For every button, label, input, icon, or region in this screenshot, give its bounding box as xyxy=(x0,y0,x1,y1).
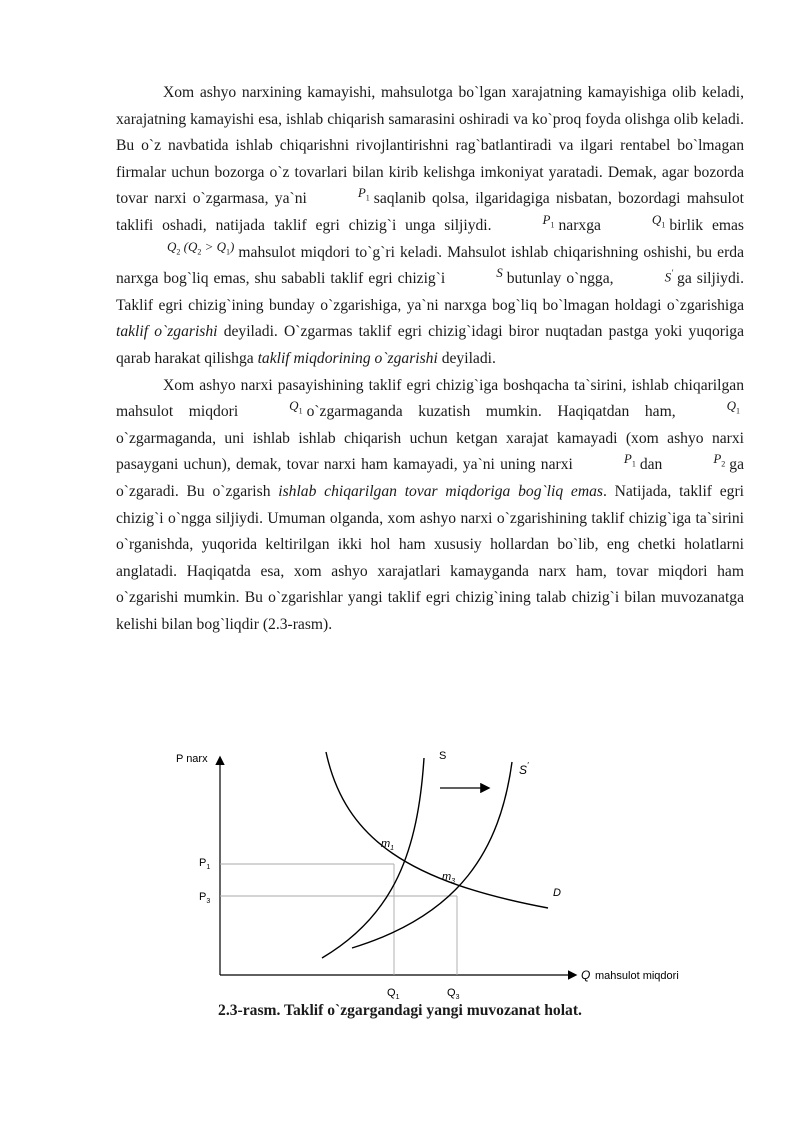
symbol-p2: $P_2$ xyxy=(713,451,726,469)
equilibrium-m3-label: $m_3$ xyxy=(442,871,456,885)
symbol-q2-inequality: $Q_2$ $(Q_2 > Q_1)$ xyxy=(167,238,235,257)
symbol-q1: $Q_1$ xyxy=(651,211,666,230)
symbol-p1: $P_1$ xyxy=(623,451,636,469)
symbol-s: S xyxy=(496,265,503,281)
p1-text-2: saqlanib qolsa, ilgaridagiga nisbatan, bozordagi mahsulot taklifi oshadi, natijada taklif egri chizig`i unga siljiydi. xyxy=(116,190,744,234)
demand-curve xyxy=(326,752,548,908)
p2-text-3: o`zgarmaganda, uni ishlab ishlab chiqarish uchun ketgan xarajat kamayadi (xom ashyo narxi pasaygani uchun), demak, tovar narxi ham kamayadi, ya`ni uning narxi xyxy=(116,429,744,474)
p1-emphasis-1: taklif o`zgarishi xyxy=(116,323,218,341)
demand-label: D xyxy=(553,887,561,899)
symbol-s-prime: S′ xyxy=(664,268,674,285)
p1-emphasis-2: taklif miqdorining o`zgarishi xyxy=(257,349,438,367)
p2-text-4: dan xyxy=(639,456,663,474)
figure-caption: 2.3-rasm. Taklif o`zgargandagi yangi muvozanat holat. xyxy=(218,1002,582,1019)
symbol-p1: $P_1$ xyxy=(357,185,370,203)
x-axis-symbol: Q xyxy=(581,968,591,982)
symbol-p1: $P_1$ xyxy=(542,211,555,230)
p3-label: $P_3$ xyxy=(199,891,211,905)
symbol-q1: $Q_1$ xyxy=(289,398,303,416)
supply-label: S xyxy=(439,750,447,762)
supply-new-label: S′ xyxy=(519,761,529,777)
x-axis-label: mahsulot miqdori xyxy=(595,970,679,982)
p1-text-1: Xom ashyo narxining kamayishi, mahsulotga bo`lgan xarajatning kamayishiga olib keladi, xarajatning kamayishi esa, ishlab chiqarish samarasini oshiradi va ko`proq foyda olishga olib keladi. Bu o`z navbatida ishlab chiqarishni rivojlantirishni rag`batlantiradi va ilgari rentabel bo`lmagan firmalar uchun bozorga o`z tovarlari bilan kirib kelishga imkoniyat yaratadi. Demak, agar bozorda tovar narxi o`zgarmasa, ya`ni xyxy=(116,84,744,208)
q3-label: $Q_3$ xyxy=(447,987,460,1001)
y-axis-label: P narx xyxy=(176,753,208,765)
p1-text-7: ga siljiydi. Taklif egri chizig`ining bunday o`zgarishiga, ya`ni narxga bog`liq bo`lmagan holdagi o`zgarishiga xyxy=(116,270,745,314)
p1-text-4: birlik emas xyxy=(669,216,744,234)
q1-label: $Q_1$ xyxy=(387,987,400,1001)
p1-text-3: narxga xyxy=(558,216,601,234)
p1-text-9: deyiladi. xyxy=(441,349,496,367)
equilibrium-m1-label: $m_1$ xyxy=(381,838,395,852)
p2-emphasis-1: ishlab chiqarilgan tovar miqdoriga bog`liq emas xyxy=(278,482,603,500)
p1-text-6: butunlay o`ngga, xyxy=(506,270,614,288)
p2-text-1: Xom ashyo narxi pasayishining taklif egri chizig`iga boshqacha ta`sirini, ishlab chiqarilgan mahsulot miqdori xyxy=(116,376,744,421)
p2-text-5: ga o`zgaradi. Bu o`zgarish xyxy=(116,456,744,500)
symbol-q1: $Q_1$ xyxy=(726,398,740,416)
supply-curve-new xyxy=(352,762,512,948)
p1-text-5: mahsulot miqdori to`g`ri keladi. Mahsulot ishlab chiqarishning oshishi, bu erda narxga bog`liq emas, shu sababli taklif egri chizig`i xyxy=(116,243,744,288)
p1-label: $P_1$ xyxy=(199,857,211,871)
p1-text-8: deyiladi. O`zgarmas taklif egri chizig`idagi biror nuqtadan pastga yoki yuqoriga qarab harakat qilishga xyxy=(116,323,744,367)
p2-text-2: o`zgarmaganda kuzatish mumkin. Haqiqatdan ham, xyxy=(306,403,676,421)
p2-text-6: . Natijada, taklif egri chizig`i o`ngga siljiydi. Umuman olganda, xom ashyo narxi o`zgarishining taklif chizig`iga ta`sirini o`rganishda, yuqorida keltirilgan ikki hol ham xususiy hollardan bo`lib, eng chetki holatlarni anglatadi. Haqiqatda esa, xom ashyo xarajatlari kamayganda narx ham, tovar miqdori ham o`zgarishi mumkin. Bu o`zgarishlar yangi taklif egri chizig`ining talab chizig`i bilan muvozanatga kelishi bilan bog`liqdir (2.3-rasm). xyxy=(116,482,744,633)
